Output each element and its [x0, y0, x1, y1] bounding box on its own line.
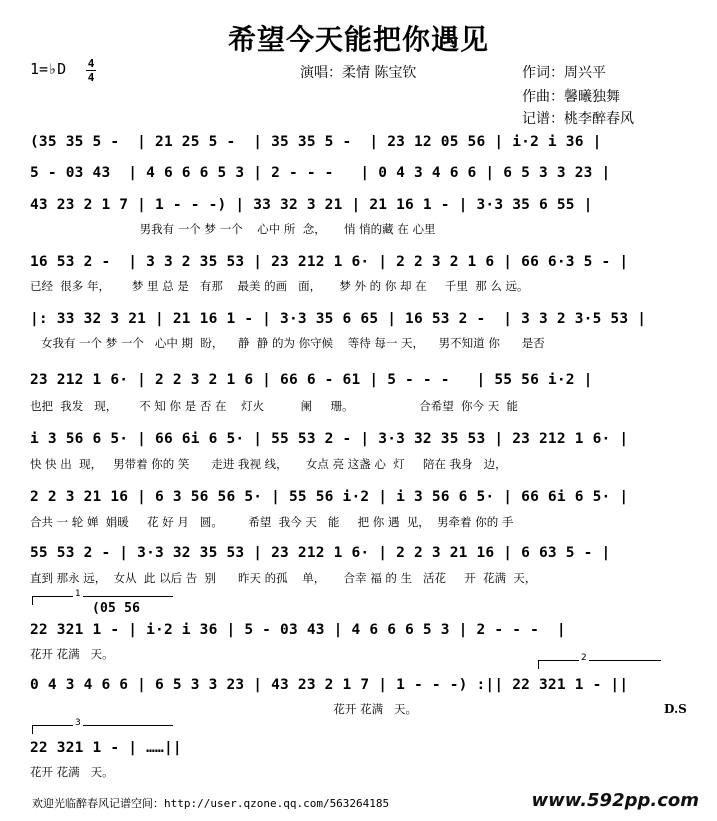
notes: 22 321 1 - | ……||: [30, 740, 182, 756]
pickup-notes: (05 56: [92, 601, 141, 616]
lyricist: 作词：周兴平: [522, 65, 606, 81]
score-row-2: [30, 165, 690, 193]
singers: 演唱：柔情 陈宝钦: [300, 65, 417, 81]
score-row-8: [30, 489, 690, 529]
score-row-3: [30, 197, 690, 236]
score-row-12: [30, 740, 690, 779]
notes: 0 4 3 4 6 6 | 6 5 3 3 23 | 43 23 2 1 7 | 1 - - -) :|| 22 321 1 - ||: [30, 677, 629, 693]
notes: i 3 56 6 5· | 66 6i 6 5· | 55 53 2 - | 3·3 32 35 53 | 23 212 1 6· |: [30, 431, 629, 447]
ds-mark: D.S: [664, 702, 687, 716]
transcriber: 记谱：桃李醉春风: [522, 111, 634, 127]
lyrics: 花开 花满 天。: [30, 702, 418, 716]
key-signature: 1=♭D: [30, 60, 67, 78]
lyrics: 女我有 一个 梦 一个 心中 期 盼， 静 静 的为 你守候 等待 每一 天， 男不知道 你 是否: [30, 336, 545, 350]
volta-3: [32, 718, 173, 734]
volta-2-label: 2: [581, 653, 587, 663]
song-title: 希望今天能把你遇见: [227, 23, 489, 56]
score-row-1: [30, 134, 690, 162]
time-signature-bottom: 4: [87, 71, 95, 84]
notes: 16 53 2 - | 3 3 2 35 53 | 23 212 1 6· | 2 2 3 2 1 6 | 66 6·3 5 - |: [30, 254, 629, 270]
time-signature: [86, 58, 96, 83]
composer: 作曲：馨曦独舞: [522, 89, 620, 105]
volta-1-label: 1: [75, 589, 81, 599]
lyrics: 花开 花满 天。: [30, 765, 114, 779]
lyrics: 直到 那永 远， 女从 此 以后 告 别 昨天 的孤 单， 合幸 福 的 生 活花 开 花满 天，: [30, 571, 537, 585]
score-row-6: [30, 372, 690, 413]
notes: 55 53 2 - | 3·3 32 35 53 | 23 212 1 6· | 2 2 3 21 16 | 6 63 5 - |: [30, 545, 611, 561]
site-watermark: www.592pp.com: [531, 790, 699, 811]
lyrics: 已经 很多 年， 梦 里 总 是 有那 最美 的画 面， 梦 外 的 你 却 在 千里 那 么 远。: [30, 279, 529, 293]
score-row-9: [30, 545, 690, 585]
volta-3-label: 3: [75, 718, 81, 728]
score-row-4: [30, 254, 690, 293]
lyrics: 也把 我发 现， 不 知 你 是 否 在 灯火 阑 珊。 合希望 你今 天 能: [30, 399, 519, 413]
notes: 2 2 3 21 16 | 6 3 56 56 5· | 55 56 i·2 | i 3 56 6 5· | 66 6i 6 5· |: [30, 489, 629, 505]
footer-link-text: 欢迎光临醉春风记谱空间：http://user.qzone.qq.com/563264185: [32, 797, 390, 810]
lyrics: 男我有 一个 梦 一个 心中 所 念， 悄 悄的藏 在 心里: [30, 222, 436, 236]
score-row-5: [30, 311, 690, 350]
lyrics: 快 快 出 现， 男带着 你的 笑 走进 我视 线， 女点 亮 这盏 心 灯 陪在 我身 边，: [30, 457, 507, 471]
notes: 43 23 2 1 7 | 1 - - -) | 33 32 3 21 | 21 16 1 - | 3·3 35 6 55 |: [30, 197, 593, 213]
lyrics: 合共 一 轮 婵 娟暖 花 好 月 圆。 希望 我今 天 能 把 你 遇 见， 男牵着 你的 手: [30, 515, 514, 529]
notes: 23 212 1 6· | 2 2 3 2 1 6 | 66 6 - 61 | 5 - - - | 55 56 i·2 |: [30, 372, 593, 388]
time-signature-top: 4: [87, 57, 95, 70]
notes: |: 33 32 3 21 | 21 16 1 - | 3·3 35 6 65 | 16 53 2 - | 3 3 2 3·5 53 |: [30, 311, 647, 327]
lyrics: 花开 花满 天。: [30, 647, 114, 661]
score-row-10: [30, 622, 690, 661]
volta-2: [538, 653, 661, 669]
notes: (35 35 5 - | 21 25 5 - | 35 35 5 - | 23 12 05 56 | i·2 i 36 |: [30, 134, 602, 150]
notes: 5 - 03 43 | 4 6 6 6 5 3 | 2 - - - | 0 4 3 4 6 6 | 6 5 3 3 23 |: [30, 165, 611, 181]
notes: 22 321 1 - | i·2 i 36 | 5 - 03 43 | 4 6 6 6 5 3 | 2 - - - |: [30, 622, 566, 638]
score-row-7: [30, 431, 690, 471]
